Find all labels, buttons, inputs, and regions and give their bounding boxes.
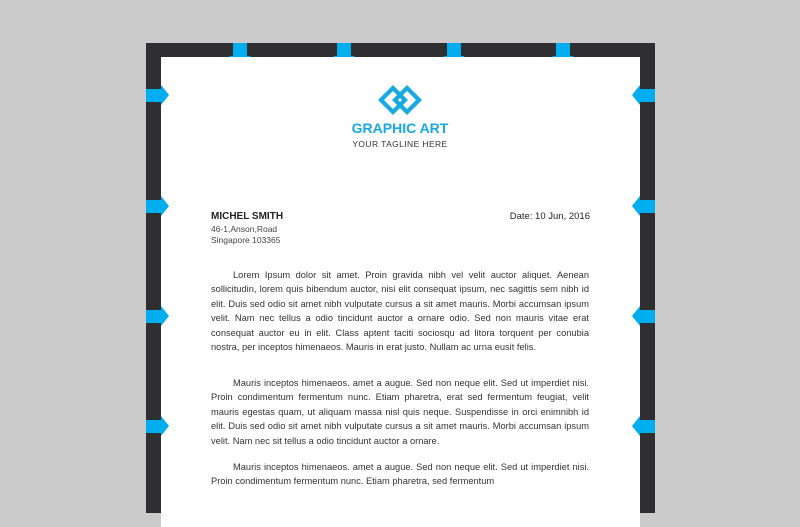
- body-paragraph: Mauris inceptos himenaeos. amet a augue. Sed non neque elit. Sed ut imperdiet nisi. Proin condimentum fermentum nunc. Etiam pharetra, sed fermentum: [211, 462, 589, 487]
- body-paragraph: Lorem Ipsum dolor sit amet. Proin gravida nibh vel velit auctor aliquet. Aenean sollicitudin, lorem quis bibendum auctor, nisi elit consequat ipsum, nec sagittis sem nibh id elit. Duis sed odio sit amet nibh vulputate cursus a sit amet mauris. Morbi accumsan ipsum velit. Nam nec tellus a odio tincidunt auctor a ornare odio. Sed non mauris vitae erat consequat auctor eu in elit. Class aptent taciti sociosqu ad litora torquent per conubia nostra, per inceptos himenaeos. Mauris in erat justo. Nullam ac urna eusit felis.: [211, 270, 589, 353]
- right-tab-marker: [640, 200, 655, 213]
- left-tab-marker: [146, 89, 161, 102]
- recipient-address-line1: 46-1,Anson,Road: [211, 224, 278, 234]
- top-tab-marker: [233, 43, 247, 56]
- recipient-name: MICHEL SMITH: [211, 211, 284, 222]
- recipient-address-line2: Singapore 103365: [211, 235, 281, 245]
- brand-name: GRAPHIC ART: [351, 120, 449, 136]
- right-tab-marker: [640, 420, 655, 433]
- letter-date: Date: 10 Jun, 2016: [509, 211, 590, 222]
- left-tab-marker: [146, 420, 161, 433]
- interlocking-diamonds-logo-icon: [375, 85, 425, 115]
- left-tab-marker: [146, 310, 161, 323]
- top-tab-marker: [447, 43, 461, 56]
- left-tab-marker: [146, 200, 161, 213]
- right-tab-marker: [640, 89, 655, 102]
- body-paragraph: Mauris inceptos himenaeos. amet a augue. Sed non neque elit. Sed ut imperdiet nisi. Proin condimentum fermentum nunc. Etiam pharetra, erat sed fermentum feugiat, velit mauris egestas quam, ut aliquam massa nisl quis neque. Suspendisse in orci enimnibh id elit. Duis sed odio sit amet nibh vulputate cursus a sit amet mauris. Morbi accumsan ipsum velit. Nam nec sit tellus a odio tincidunt auctor a ornare.: [211, 378, 589, 446]
- top-tab-marker: [556, 43, 570, 56]
- top-tab-marker: [337, 43, 351, 56]
- right-tab-marker: [640, 310, 655, 323]
- brand-tagline: YOUR TAGLINE HERE: [352, 139, 448, 149]
